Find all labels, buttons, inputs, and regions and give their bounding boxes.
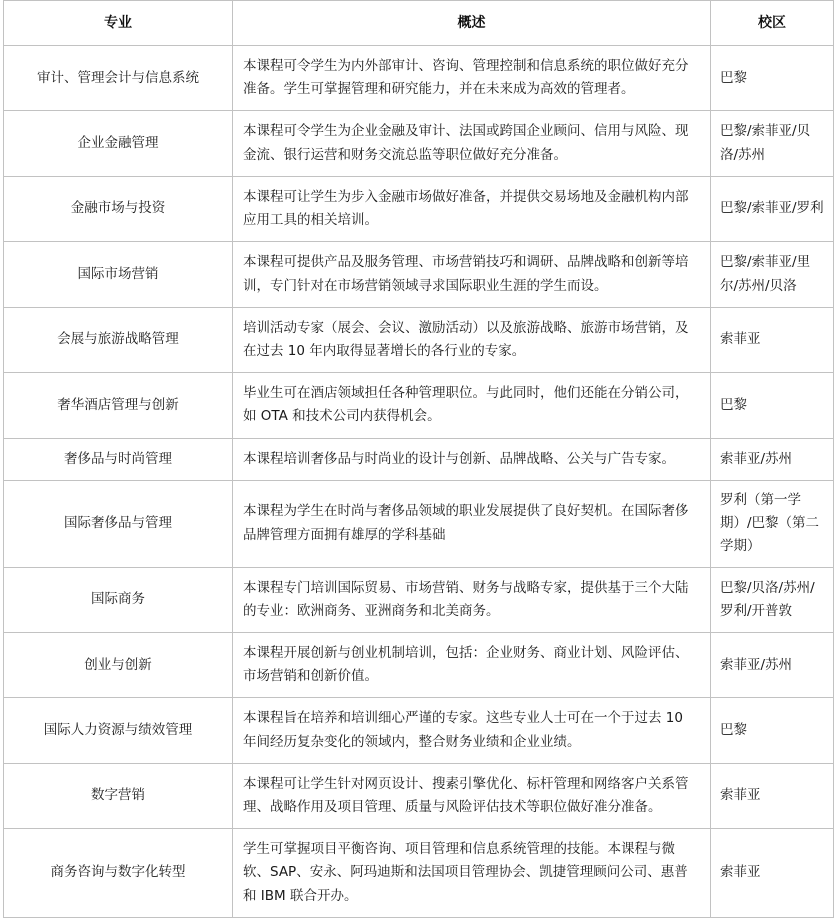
cell-campus: 巴黎/贝洛/苏州/罗利/开普敦 xyxy=(711,567,834,632)
table-row xyxy=(4,46,834,111)
program-list-table xyxy=(3,0,834,918)
cell-summary: 本课程专门培训国际贸易、市场营销、财务与战略专家，提供基于三个大陆的专业：欧洲商务、亚洲商务和北美商务。 xyxy=(233,567,711,632)
table-body xyxy=(4,46,834,918)
cell-major: 奢侈品与时尚管理 xyxy=(4,438,233,480)
cell-campus: 索菲亚/苏州 xyxy=(711,438,834,480)
table-row xyxy=(4,567,834,632)
cell-major: 国际人力资源与绩效管理 xyxy=(4,698,233,763)
cell-summary: 本课程为学生在时尚与奢侈品领域的职业发展提供了良好契机。在国际奢侈品牌管理方面拥有雄厚的学科基础 xyxy=(233,480,711,567)
cell-major: 商务咨询与数字化转型 xyxy=(4,829,233,918)
table-row xyxy=(4,176,834,241)
table-row xyxy=(4,480,834,567)
cell-campus: 巴黎 xyxy=(711,373,834,438)
cell-major: 企业金融管理 xyxy=(4,111,233,176)
column-header-summary: 概述 xyxy=(233,1,711,46)
table-row xyxy=(4,438,834,480)
cell-major: 国际市场营销 xyxy=(4,242,233,307)
table-row xyxy=(4,698,834,763)
cell-major: 国际奢侈品与管理 xyxy=(4,480,233,567)
cell-major: 国际商务 xyxy=(4,567,233,632)
cell-summary: 学生可掌握项目平衡咨询、项目管理和信息系统管理的技能。本课程与微软、SAP、安永、阿玛迪斯和法国项目管理协会、凯捷管理顾问公司、惠普和 IBM 联合开办。 xyxy=(233,829,711,918)
cell-campus: 索菲亚 xyxy=(711,829,834,918)
table-header-row xyxy=(4,1,834,46)
cell-major: 奢华酒店管理与创新 xyxy=(4,373,233,438)
table-row xyxy=(4,763,834,828)
table-row xyxy=(4,632,834,697)
cell-campus: 索菲亚/苏州 xyxy=(711,632,834,697)
cell-campus: 索菲亚 xyxy=(711,763,834,828)
cell-major: 金融市场与投资 xyxy=(4,176,233,241)
table-row xyxy=(4,307,834,372)
column-header-major: 专业 xyxy=(4,1,233,46)
table-row xyxy=(4,242,834,307)
cell-summary: 本课程可令学生为企业金融及审计、法国或跨国企业顾问、信用与风险、现金流、银行运营和财务交流总监等职位做好充分准备。 xyxy=(233,111,711,176)
cell-summary: 本课程培训奢侈品与时尚业的设计与创新、品牌战略、公关与广告专家。 xyxy=(233,438,711,480)
cell-major: 创业与创新 xyxy=(4,632,233,697)
cell-campus: 巴黎/索菲亚/里尔/苏州/贝洛 xyxy=(711,242,834,307)
cell-summary: 本课程旨在培养和培训细心严谨的专家。这些专业人士可在一个于过去 10 年间经历复杂变化的领域内，整合财务业绩和企业业绩。 xyxy=(233,698,711,763)
cell-summary: 培训活动专家（展会、会议、激励活动）以及旅游战略、旅游市场营销，及在过去 10 年内取得显著增长的各行业的专家。 xyxy=(233,307,711,372)
table-header xyxy=(4,1,834,46)
cell-campus: 巴黎 xyxy=(711,698,834,763)
cell-major: 审计、管理会计与信息系统 xyxy=(4,46,233,111)
cell-campus: 索菲亚 xyxy=(711,307,834,372)
cell-campus: 巴黎/索菲亚/贝洛/苏州 xyxy=(711,111,834,176)
table-row xyxy=(4,111,834,176)
cell-summary: 本课程可提供产品及服务管理、市场营销技巧和调研、品牌战略和创新等培训，专门针对在市场营销领域寻求国际职业生涯的学生而设。 xyxy=(233,242,711,307)
cell-campus: 巴黎 xyxy=(711,46,834,111)
cell-major: 会展与旅游战略管理 xyxy=(4,307,233,372)
cell-campus: 罗利（第一学期）/巴黎（第二学期） xyxy=(711,480,834,567)
cell-summary: 毕业生可在酒店领域担任各种管理职位。与此同时，他们还能在分销公司，如 OTA 和技术公司内获得机会。 xyxy=(233,373,711,438)
column-header-campus: 校区 xyxy=(711,1,834,46)
table-row xyxy=(4,829,834,918)
cell-campus: 巴黎/索菲亚/罗利 xyxy=(711,176,834,241)
cell-summary: 本课程开展创新与创业机制培训，包括：企业财务、商业计划、风险评估、市场营销和创新价值。 xyxy=(233,632,711,697)
table-row xyxy=(4,373,834,438)
cell-summary: 本课程可让学生为步入金融市场做好准备，并提供交易场地及金融机构内部应用工具的相关培训。 xyxy=(233,176,711,241)
cell-major: 数字营销 xyxy=(4,763,233,828)
cell-summary: 本课程可让学生针对网页设计、搜素引擎优化、标杆管理和网络客户关系管理、战略作用及项目管理、质量与风险评估技术等职位做好准分准备。 xyxy=(233,763,711,828)
cell-summary: 本课程可令学生为内外部审计、咨询、管理控制和信息系统的职位做好充分准备。学生可掌握管理和研究能力，并在未来成为高效的管理者。 xyxy=(233,46,711,111)
